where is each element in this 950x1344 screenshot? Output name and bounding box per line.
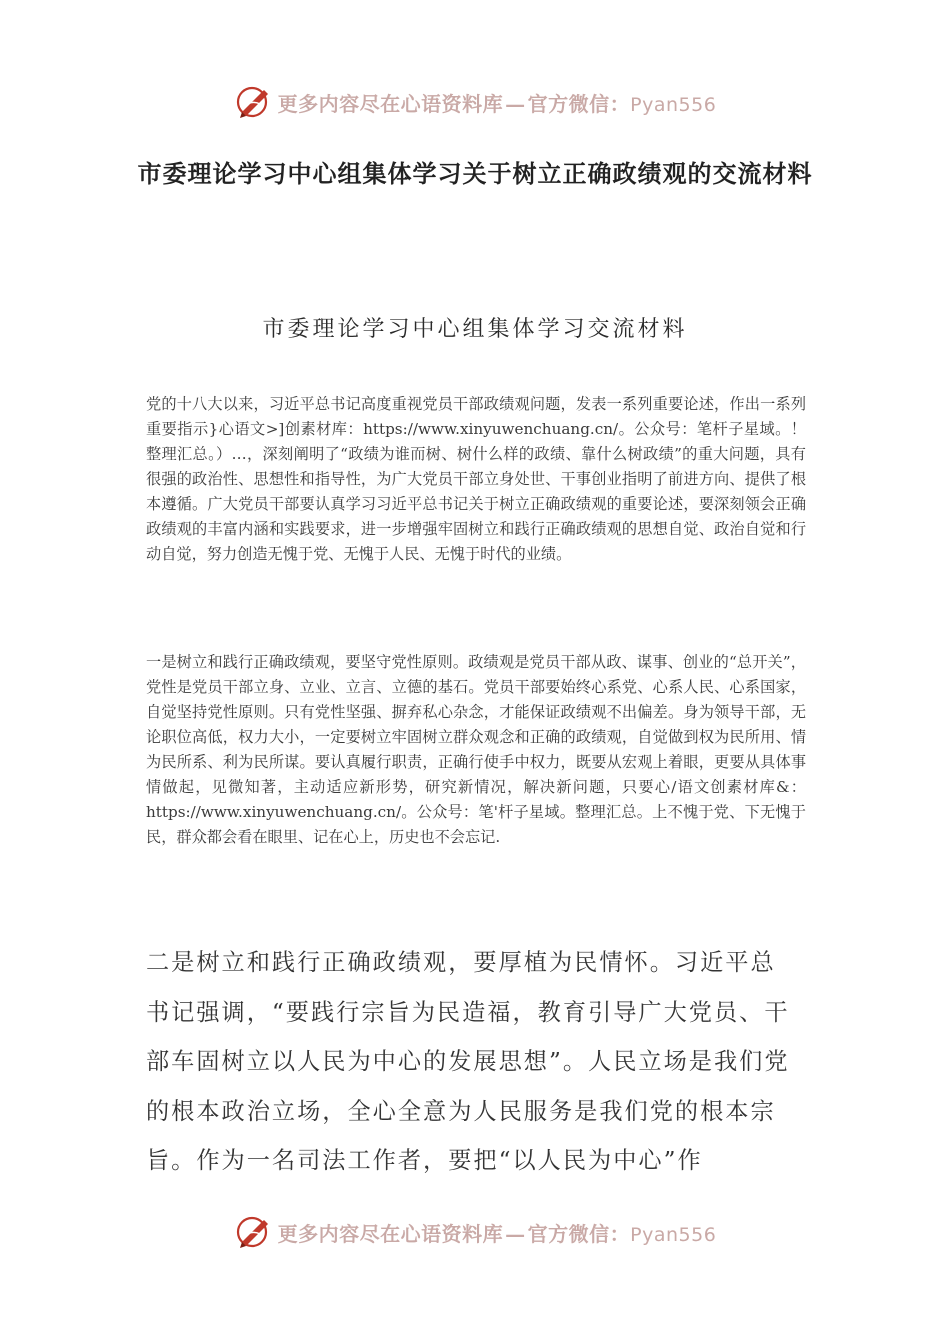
banner-dash: — xyxy=(505,91,526,116)
document-subtitle: 市委理论学习中心组集体学习交流材料 xyxy=(262,317,688,342)
pen-logo-icon xyxy=(234,1212,274,1252)
paragraph-point-one: 一是树立和践行正确政绩观，要坚守党性原则。政绩观是党员干部从政、谋事、创业的“总开关”，党性是党员干部立身、立业、立言、立德的基石。党员干部要始终心系党、心系人民、心系国家，自觉坚持党性原则。只有党性坚强、摒弃私心杂念，才能保证政绩观不出偏差。身为领导干部，无论职位高低，权力大小，一定要树立牢固树立群众观念和正确的政绩观，自觉做到权为民所用、情为民所系、利为民所谋。要认真履行职责，正确行使手中权力，既要从宏观上着眼，更要从具体事情做起，见微知著，主动适应新形势，研究新情况，解决新问题，只要心/语文创素材库&：https://www.xinyuwenchuang.cn/。公众号：笔'杆子星域。整理汇总。上不愧于党、下无愧于民，群众都会看在眼里、记在心上，历史也不会忘记. xyxy=(146,653,806,846)
document-title: 市委理论学习中心组集体学习关于树立正确政绩观的交流材料 xyxy=(137,160,813,188)
banner-wechat-label: 官方微信： xyxy=(527,1221,631,1246)
header-watermark-banner xyxy=(0,82,950,122)
banner-main-text: 更多内容尽在心语资料库 xyxy=(277,91,504,116)
banner-wechat-handle: Pyan556 xyxy=(630,93,717,116)
pen-logo-icon xyxy=(234,82,274,122)
banner-text xyxy=(278,1218,717,1247)
paragraph-intro: 党的十八大以来，习近平总书记高度重视党员干部政绩观问题，发表一系列重要论述，作出一系列重要指示}心语文>]创素材库：https://www.xinyuwenchuang.cn/。公众号：笔杆子星域。！整理汇总。）…，深刻阐明了“政绩为谁而树、树什么样的政绩、靠什么树政绩”的重大问题，具有很强的政治性、思想性和指导性，为广大党员干部立身处世、干事创业指明了前进方向、提供了根本遵循。广大党员干部要认真学习习近平总书记关于树立正确政绩观的重要论述，要深刻领会正确政绩观的丰富内涵和实践要求，进一步增强牢固树立和践行正确政绩观的思想自觉、政治自觉和行动自觉，努力创造无愧于党、无愧于人民、无愧于时代的业绩。 xyxy=(146,395,806,563)
footer-watermark-banner xyxy=(0,1212,950,1252)
paragraph-point-two: 二是树立和践行正确政绩观，要厚植为民情怀。习近平总书记强调，“要践行宗旨为民造福，教育引导广大党员、干部车固树立以人民为中心的发展思想”。人民立场是我们党的根本政治立场，全心全意为人民服务是我们党的根本宗旨。作为一名司法工作者，要把“以人民为中心”作 xyxy=(146,949,790,1174)
banner-dash: — xyxy=(505,1221,526,1246)
banner-wechat-handle: Pyan556 xyxy=(630,1223,717,1246)
banner-wechat-label: 官方微信： xyxy=(527,91,631,116)
banner-main-text: 更多内容尽在心语资料库 xyxy=(277,1221,504,1246)
banner-text xyxy=(278,88,717,117)
